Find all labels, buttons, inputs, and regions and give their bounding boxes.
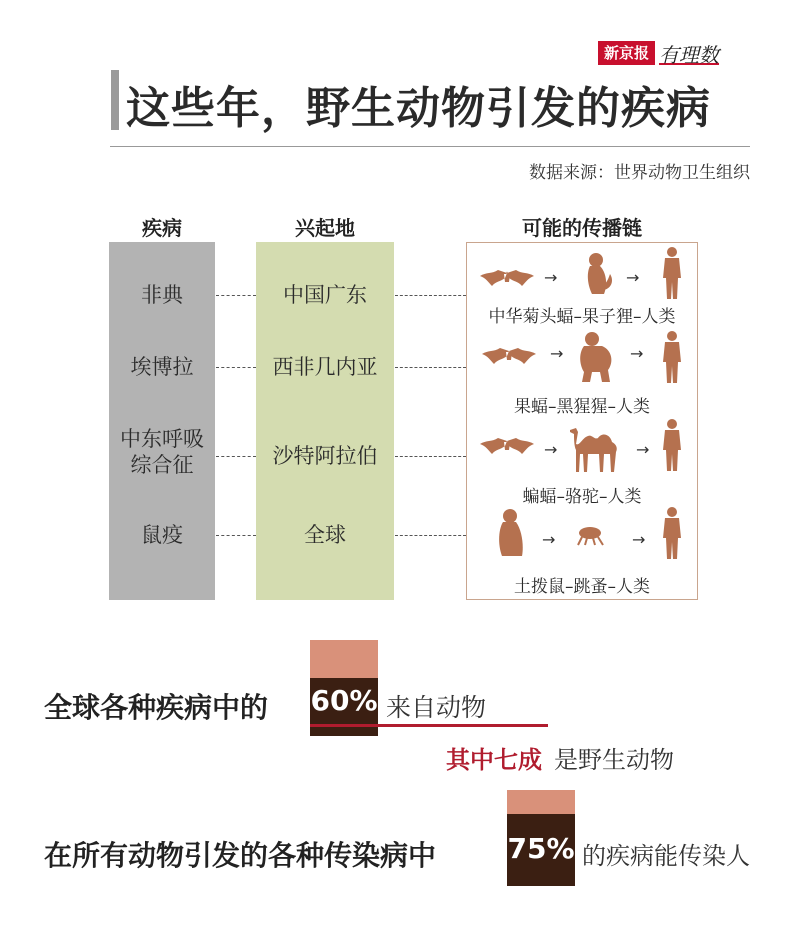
origin-cell: 全球 (304, 523, 346, 547)
brand-box: 新京报 (598, 41, 655, 65)
disease-cell: 非典 (141, 283, 183, 307)
stat1-suffix: 来自动物 (386, 693, 487, 722)
row-connector (395, 295, 466, 296)
stat3-prefix: 在所有动物引发的各种传染病中 (44, 839, 437, 872)
civet-icon (582, 250, 616, 298)
disease-cell-line2: 综合征 (130, 453, 194, 477)
title-accent-bar (111, 70, 119, 130)
arrow-icon: → (542, 530, 556, 549)
header-chain: 可能的传播链 (522, 216, 642, 240)
chain-label: 土拨鼠–跳蚤–人类 (514, 577, 650, 597)
row-connector (216, 535, 256, 536)
brand-script: 有理数 (659, 42, 720, 67)
stat1-value: 60% (310, 684, 378, 717)
arrow-icon: → (550, 344, 564, 363)
page-title: 这些年，野生动物引发的疾病 (126, 83, 711, 134)
origin-cell: 西非几内亚 (272, 355, 378, 379)
marmot-icon (494, 508, 528, 558)
origin-cell: 中国广东 (283, 283, 367, 307)
source-note: 数据来源：世界动物卫生组织 (529, 163, 750, 183)
arrow-icon: → (632, 530, 646, 549)
row-connector (395, 367, 466, 368)
disease-cell: 鼠疫 (141, 523, 183, 547)
row-connector (395, 535, 466, 536)
flea-icon (574, 524, 606, 546)
camel-icon (566, 424, 628, 474)
human-icon (660, 246, 684, 300)
arrow-icon: → (544, 440, 558, 459)
row-connector (395, 456, 466, 457)
header-origin: 兴起地 (295, 216, 355, 240)
arrow-icon: → (636, 440, 650, 459)
human-icon (660, 418, 684, 472)
chimpanzee-icon (576, 330, 616, 384)
title-divider (110, 146, 750, 147)
row-connector (216, 456, 256, 457)
stat1-prefix: 全球各种疾病中的 (44, 691, 269, 724)
stat2-red: 其中七成 (446, 746, 542, 774)
chain-label: 蝙蝠–骆驼–人类 (522, 487, 642, 507)
bat-icon (478, 266, 536, 292)
arrow-icon: → (626, 268, 640, 287)
bar-empty-part (310, 640, 378, 678)
disease-cell-line1: 中东呼吸 (120, 427, 204, 451)
stat3-suffix: 的疾病能传染人 (582, 842, 750, 870)
arrow-icon: → (630, 344, 644, 363)
bat-icon (478, 434, 536, 460)
stat3-value: 75% (507, 832, 575, 865)
bar-empty-part (507, 790, 575, 814)
arrow-icon: → (544, 268, 558, 287)
red-underline (310, 724, 548, 727)
chain-label: 果蝠–黑猩猩–人类 (514, 397, 650, 417)
human-icon (660, 330, 684, 384)
origin-cell: 沙特阿拉伯 (272, 444, 378, 468)
header-disease: 疾病 (142, 216, 182, 240)
row-connector (216, 295, 256, 296)
disease-cell: 埃博拉 (130, 355, 194, 379)
brand-logo (598, 40, 719, 66)
row-connector (216, 367, 256, 368)
human-icon (660, 506, 684, 560)
bat-icon (480, 344, 538, 370)
chain-label: 中华菊头蝠–果子狸–人类 (488, 307, 676, 327)
stat2-suffix: 是野生动物 (554, 746, 674, 774)
